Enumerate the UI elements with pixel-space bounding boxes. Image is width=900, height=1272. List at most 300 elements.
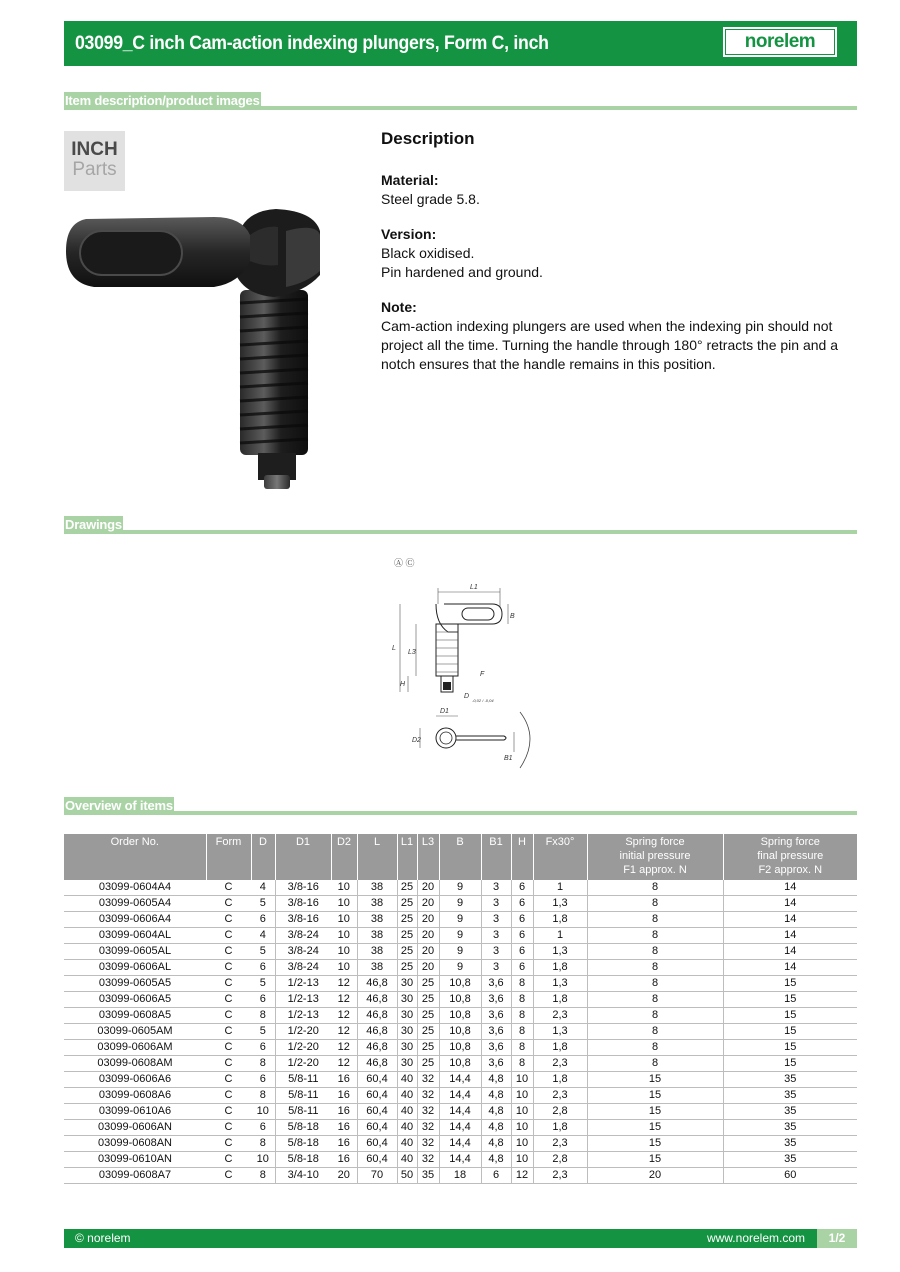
table-cell: 6 [511,912,533,928]
table-cell: 1,8 [533,960,587,976]
col-d: D [251,834,275,880]
table-cell: 38 [357,896,397,912]
table-cell: 1,8 [533,912,587,928]
table-cell: 20 [331,1168,357,1184]
drawing-forms-label: Ⓐ Ⓒ [394,558,415,568]
table-cell: 1/2-20 [275,1056,331,1072]
table-cell: C [206,1040,251,1056]
table-cell: 40 [397,1136,417,1152]
table-cell: 3 [481,928,511,944]
table-cell: 12 [511,1168,533,1184]
table-cell: 35 [723,1152,857,1168]
table-cell: 25 [397,896,417,912]
table-cell: 46,8 [357,1040,397,1056]
note-block [381,298,861,374]
table-cell: 03099-0605AL [64,944,206,960]
norelem-logo [723,27,837,57]
table-row [64,1008,857,1024]
table-cell: 8 [587,1040,723,1056]
table-cell: 5/8-11 [275,1072,331,1088]
table-cell: 20 [417,896,439,912]
table-cell: 14 [723,912,857,928]
table-cell: 6 [511,896,533,912]
table-cell: 8 [587,976,723,992]
table-cell: 8 [251,1056,275,1072]
document-title: 03099_C inch Cam-action indexing plungers, Form C, inch [75,33,549,54]
table-cell: 3,6 [481,1024,511,1040]
table-cell: 3,6 [481,1008,511,1024]
version-label: Version: [381,226,437,242]
logo-text: norelem [726,30,834,54]
table-row [64,1104,857,1120]
technical-drawing [380,552,540,774]
table-cell: 8 [587,1056,723,1072]
table-cell: 35 [723,1120,857,1136]
table-cell: 8 [587,960,723,976]
table-cell: 12 [331,1056,357,1072]
table-cell: 10 [251,1104,275,1120]
footer-url[interactable]: www.norelem.com [706,1231,805,1245]
table-cell: 14,4 [439,1136,481,1152]
table-cell: 60,4 [357,1120,397,1136]
table-cell: 32 [417,1136,439,1152]
table-row [64,880,857,896]
table-cell: 15 [587,1088,723,1104]
table-row [64,944,857,960]
table-cell: 12 [331,992,357,1008]
table-cell: 1,3 [533,944,587,960]
col-spring-force-initial [587,834,723,880]
table-cell: 03099-0605A4 [64,896,206,912]
drawing-label-d2: D2 [412,737,421,744]
f1-header-line3: F1 approx. N [623,864,687,876]
table-cell: 5/8-18 [275,1136,331,1152]
table-cell: 03099-0604A4 [64,880,206,896]
table-cell: 16 [331,1152,357,1168]
badge-line1: INCH [71,139,118,160]
table-cell: 3 [481,944,511,960]
table-cell: 10 [251,1152,275,1168]
table-cell: 14,4 [439,1088,481,1104]
table-cell: 30 [397,992,417,1008]
table-cell: 9 [439,928,481,944]
table-cell: 3 [481,912,511,928]
table-cell: 10 [511,1088,533,1104]
table-cell: 10,8 [439,1040,481,1056]
description-heading: Description [381,129,475,148]
table-cell: 40 [397,1120,417,1136]
f2-header-line1: Spring force [760,836,820,848]
table-cell: 03099-0606AM [64,1040,206,1056]
table-cell: C [206,880,251,896]
table-row [64,1040,857,1056]
table-cell: 4,8 [481,1104,511,1120]
table-cell: 03099-0605A5 [64,976,206,992]
table-cell: 1 [533,880,587,896]
table-cell: 5/8-18 [275,1152,331,1168]
table-cell: 6 [251,960,275,976]
table-cell: 25 [397,912,417,928]
table-cell: 50 [397,1168,417,1184]
table-cell: 4,8 [481,1088,511,1104]
col-b1: B1 [481,834,511,880]
table-row [64,1024,857,1040]
table-cell: 25 [417,1056,439,1072]
version-block [381,225,861,282]
table-cell: 20 [417,944,439,960]
col-form: Form [206,834,251,880]
table-cell: 60,4 [357,1104,397,1120]
drawing-label-h: H [400,681,406,688]
table-cell: 03099-0608A7 [64,1168,206,1184]
table-cell: 14,4 [439,1072,481,1088]
table-cell: 3,6 [481,976,511,992]
table-cell: 32 [417,1104,439,1120]
inch-parts-badge [64,131,125,191]
table-cell: 1/2-13 [275,1008,331,1024]
table-cell: 25 [417,1040,439,1056]
table-cell: 60,4 [357,1088,397,1104]
col-l3: L3 [417,834,439,880]
table-cell: 03099-0610A6 [64,1104,206,1120]
table-cell: 25 [417,992,439,1008]
table-cell: C [206,1056,251,1072]
table-row [64,1152,857,1168]
table-cell: 03099-0606A4 [64,912,206,928]
table-cell: 14 [723,896,857,912]
table-cell: 9 [439,944,481,960]
table-cell: 30 [397,976,417,992]
table-cell: 03099-0608A6 [64,1088,206,1104]
table-cell: 6 [251,992,275,1008]
table-cell: 2,3 [533,1136,587,1152]
table-cell: C [206,1120,251,1136]
table-cell: 35 [723,1088,857,1104]
table-row [64,960,857,976]
table-cell: 35 [723,1104,857,1120]
table-cell: 4,8 [481,1152,511,1168]
note-label: Note: [381,299,417,315]
table-cell: C [206,1024,251,1040]
table-row [64,1088,857,1104]
table-cell: 10,8 [439,992,481,1008]
table-cell: 8 [251,1136,275,1152]
table-cell: 8 [511,1040,533,1056]
drawing-label-b: B [510,613,515,620]
table-cell: 70 [357,1168,397,1184]
table-cell: 4,8 [481,1120,511,1136]
table-cell: 03099-0610AN [64,1152,206,1168]
table-cell: 14,4 [439,1104,481,1120]
table-cell: 10,8 [439,1056,481,1072]
table-cell: C [206,928,251,944]
table-cell: 10 [511,1072,533,1088]
table-cell: 6 [511,928,533,944]
col-l: L [357,834,397,880]
table-cell: 10,8 [439,1008,481,1024]
table-cell: 1,3 [533,1024,587,1040]
table-cell: 1,8 [533,1040,587,1056]
table-cell: 20 [417,880,439,896]
material-text: Steel grade 5.8. [381,191,480,207]
table-cell: 9 [439,912,481,928]
material-block [381,171,861,209]
table-body [64,880,857,1184]
table-cell: 3,6 [481,992,511,1008]
table-cell: 03099-0606AN [64,1120,206,1136]
table-cell: 8 [511,1056,533,1072]
table-cell: 3,6 [481,1056,511,1072]
document-header [64,21,857,66]
table-cell: 8 [511,1024,533,1040]
table-cell: 03099-0606AL [64,960,206,976]
table-cell: 30 [397,1024,417,1040]
table-cell: 25 [417,1024,439,1040]
table-cell: 10 [331,944,357,960]
table-cell: 15 [587,1152,723,1168]
table-cell: 8 [587,928,723,944]
f2-header-line2: final pressure [757,850,824,862]
table-cell: 15 [723,976,857,992]
table-cell: 25 [397,880,417,896]
col-l1: L1 [397,834,417,880]
table-cell: 8 [587,944,723,960]
table-cell: 1/2-20 [275,1040,331,1056]
table-cell: 10 [331,912,357,928]
table-cell: 60,4 [357,1072,397,1088]
table-row [64,912,857,928]
version-line2: Pin hardened and ground. [381,264,543,280]
table-cell: 3/8-24 [275,944,331,960]
table-cell: 25 [397,944,417,960]
table-cell: 10 [511,1152,533,1168]
table-cell: 8 [587,912,723,928]
note-text: Cam-action indexing plungers are used when the indexing pin should not project all the time. Turning the handle through 180° retracts the pin and a notch ensures that the handle remains in this position. [381,318,838,372]
table-cell: 38 [357,880,397,896]
table-cell: 10 [331,960,357,976]
table-cell: 8 [587,880,723,896]
table-cell: 60,4 [357,1152,397,1168]
table-cell: 15 [723,1040,857,1056]
table-cell: 12 [331,1024,357,1040]
table-cell: 16 [331,1072,357,1088]
col-d1: D1 [275,834,331,880]
table-cell: 10 [331,928,357,944]
table-cell: 1,8 [533,1072,587,1088]
table-cell: 14,4 [439,1152,481,1168]
version-line1: Black oxidised. [381,245,475,261]
table-cell: 32 [417,1088,439,1104]
table-cell: 3/8-16 [275,912,331,928]
table-cell: 35 [723,1072,857,1088]
table-cell: 5 [251,896,275,912]
drawing-label-d1: D1 [440,708,449,715]
table-cell: 46,8 [357,976,397,992]
col-d2: D2 [331,834,357,880]
table-row [64,896,857,912]
table-cell: 40 [397,1152,417,1168]
table-cell: 1 [533,928,587,944]
table-cell: C [206,912,251,928]
table-cell: 3,6 [481,1040,511,1056]
f2-header-line3: F2 approx. N [758,864,823,876]
section-label: Drawings [65,517,122,532]
table-cell: 03099-0608AM [64,1056,206,1072]
table-cell: 03099-0605AM [64,1024,206,1040]
f1-header-line1: Spring force [625,836,685,848]
table-cell: 15 [723,992,857,1008]
table-cell: 5 [251,1024,275,1040]
table-cell: 15 [587,1072,723,1088]
table-cell: 46,8 [357,1056,397,1072]
table-cell: 38 [357,960,397,976]
table-cell: C [206,1072,251,1088]
table-cell: 15 [587,1120,723,1136]
table-cell: 46,8 [357,1024,397,1040]
table-row [64,1056,857,1072]
table-row [64,928,857,944]
table-cell: C [206,1104,251,1120]
table-cell: 3 [481,896,511,912]
f1-header-line2: initial pressure [619,850,691,862]
table-cell: 10 [511,1104,533,1120]
col-h: H [511,834,533,880]
table-cell: 38 [357,944,397,960]
table-cell: 4 [251,928,275,944]
table-cell: C [206,1088,251,1104]
table-cell: 1/2-13 [275,976,331,992]
table-cell: 03099-0608AN [64,1136,206,1152]
table-cell: 4 [251,880,275,896]
table-cell: 12 [331,1008,357,1024]
table-cell: 5/8-11 [275,1088,331,1104]
table-cell: 6 [251,1120,275,1136]
table-cell: 4,8 [481,1136,511,1152]
drawing-label-d: D [464,693,470,700]
product-image [64,205,324,490]
table-cell: 8 [511,976,533,992]
table-cell: 3/8-24 [275,928,331,944]
table-cell: 20 [587,1168,723,1184]
table-cell: 20 [417,928,439,944]
table-cell: 2,3 [533,1088,587,1104]
table-cell: 3/8-16 [275,896,331,912]
table-cell: 6 [251,1072,275,1088]
table-cell: 20 [417,912,439,928]
table-cell: 25 [417,1008,439,1024]
page-number: 1/2 [817,1229,857,1248]
section-drawings [64,516,857,534]
table-cell: 38 [357,912,397,928]
table-cell: 5/8-18 [275,1120,331,1136]
table-cell: 03099-0606A6 [64,1072,206,1088]
table-cell: 35 [723,1136,857,1152]
table-cell: 12 [331,1040,357,1056]
table-cell: 25 [397,928,417,944]
table-cell: 2,3 [533,1008,587,1024]
table-cell: 6 [511,960,533,976]
table-cell: 1/2-13 [275,992,331,1008]
table-cell: 10 [511,1120,533,1136]
table-cell: C [206,960,251,976]
table-row [64,1136,857,1152]
table-cell: 6 [481,1168,511,1184]
table-cell: 10 [331,880,357,896]
table-cell: 18 [439,1168,481,1184]
table-row [64,1120,857,1136]
table-cell: 6 [251,912,275,928]
table-cell: 8 [587,992,723,1008]
col-spring-force-final [723,834,857,880]
table-cell: 60,4 [357,1136,397,1152]
table-cell: C [206,1136,251,1152]
badge-line2: Parts [72,159,117,180]
table-cell: 38 [357,928,397,944]
section-overview [64,797,857,815]
table-cell: 2,3 [533,1056,587,1072]
table-cell: 12 [331,976,357,992]
table-cell: 8 [251,1008,275,1024]
table-cell: 1,3 [533,896,587,912]
table-cell: 2,3 [533,1168,587,1184]
table-cell: 40 [397,1072,417,1088]
table-cell: 6 [511,880,533,896]
table-cell: 8 [587,1024,723,1040]
table-cell: 25 [397,960,417,976]
table-cell: 30 [397,1040,417,1056]
table-row [64,992,857,1008]
table-cell: 03099-0606A5 [64,992,206,1008]
table-cell: C [206,944,251,960]
table-cell: 30 [397,1056,417,1072]
section-rule [64,811,857,815]
table-cell: 3/8-16 [275,880,331,896]
drawing-label-l3: L3 [408,649,416,656]
table-cell: 8 [251,1088,275,1104]
description-block [381,128,861,390]
table-cell: 10,8 [439,1024,481,1040]
table-cell: 16 [331,1136,357,1152]
table-cell: 1,3 [533,976,587,992]
table-cell: 30 [397,1008,417,1024]
table-cell: 15 [723,1024,857,1040]
table-cell: 15 [723,1008,857,1024]
table-cell: 1,8 [533,1120,587,1136]
table-cell: 3 [481,960,511,976]
table-cell: 8 [511,1008,533,1024]
table-cell: 3/4-10 [275,1168,331,1184]
document-footer [64,1229,857,1248]
col-fx30: Fx30° [533,834,587,880]
table-cell: 25 [417,976,439,992]
table-cell: 3/8-24 [275,960,331,976]
table-cell: 5 [251,976,275,992]
items-table [64,834,857,1184]
table-cell: 8 [587,896,723,912]
table-cell: C [206,992,251,1008]
table-cell: 10 [511,1136,533,1152]
section-label: Item description/product images [65,93,260,108]
table-cell: 40 [397,1104,417,1120]
table-cell: 4,8 [481,1072,511,1088]
table-cell: 5/8-11 [275,1104,331,1120]
table-cell: C [206,896,251,912]
table-cell: 16 [331,1120,357,1136]
table-cell: C [206,1008,251,1024]
drawing-label-l: L [392,645,396,652]
table-cell: 14,4 [439,1120,481,1136]
table-cell: 46,8 [357,992,397,1008]
